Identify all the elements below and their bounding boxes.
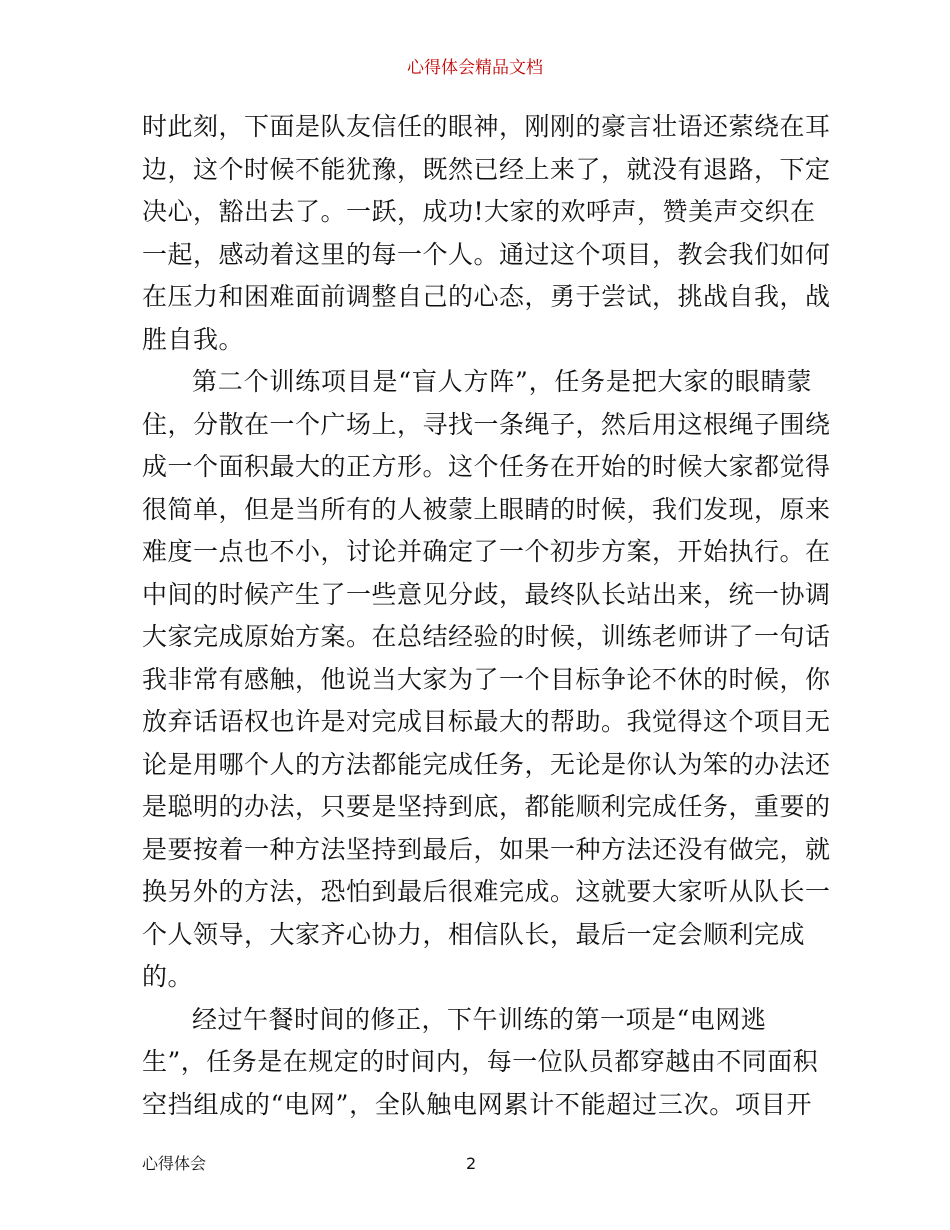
body-line: 决心，豁出去了。一跃，成功!大家的欢呼声，赞美声交织在 — [142, 197, 816, 226]
body-line: 换另外的方法，恐怕到最后很难完成。这就要大家听从队长一 — [142, 877, 831, 906]
body-line: 边，这个时候不能犹豫，既然已经上来了，就没有退路，下定 — [142, 154, 831, 184]
body-line: 论是用哪个人的方法都能完成任务，无论是你认为笨的办法还 — [142, 749, 831, 779]
body-line: 第二个训练项目是“盲人方阵”，任务是把大家的眼睛蒙 — [192, 367, 812, 396]
body-line: 经过午餐时间的修正，下午训练的第一项是“电网逃 — [192, 1004, 767, 1034]
body-line: 很简单，但是当所有的人被蒙上眼睛的时候，我们发现，原来 — [142, 494, 831, 524]
body-line: 住，分散在一个广场上，寻找一条绳子，然后用这根绳子围绕 — [142, 409, 831, 439]
body-line: 空挡组成的“电网”，全队触电网累计不能超过三次。项目开 — [142, 1089, 812, 1119]
body-line: 我非常有感触，他说当大家为了一个目标争论不休的时候，你 — [142, 664, 831, 694]
body-line: 成一个面积最大的正方形。这个任务在开始的时候大家都觉得 — [142, 452, 831, 481]
document-body — [142, 106, 831, 1126]
body-line: 是要按着一种方法坚持到最后，如果一种方法还没有做完，就 — [142, 834, 831, 864]
body-line: 是聪明的办法，只要是坚持到底，都能顺利完成任务，重要的 — [142, 792, 831, 821]
body-line: 的。 — [142, 962, 194, 991]
body-line: 一起，感动着这里的每一个人。通过这个项目，教会我们如何 — [142, 239, 831, 269]
page-number: 2 — [466, 1154, 477, 1173]
body-line: 时此刻，下面是队友信任的眼神，刚刚的豪言壮语还萦绕在耳 — [142, 112, 831, 141]
document-header-title: 心得体会精品文档 — [407, 58, 543, 78]
body-line: 大家完成原始方案。在总结经验的时候，训练老师讲了一句话 — [142, 622, 831, 651]
body-line: 在压力和困难面前调整自己的心态，勇于尝试，挑战自我，战 — [142, 282, 831, 311]
body-line: 中间的时候产生了一些意见分歧，最终队长站出来，统一协调 — [142, 579, 831, 609]
body-line: 难度一点也不小，讨论并确定了一个初步方案，开始执行。在 — [142, 537, 831, 566]
body-line: 生”，任务是在规定的时间内，每一位队员都穿越由不同面积 — [142, 1047, 819, 1076]
body-line: 个人领导，大家齐心协力，相信队长，最后一定会顺利完成 — [142, 919, 806, 949]
body-line: 胜自我。 — [142, 324, 245, 354]
body-line: 放弃话语权也许是对完成目标最大的帮助。我觉得这个项目无 — [142, 707, 831, 736]
footer-label: 心得体会 — [142, 1154, 207, 1173]
